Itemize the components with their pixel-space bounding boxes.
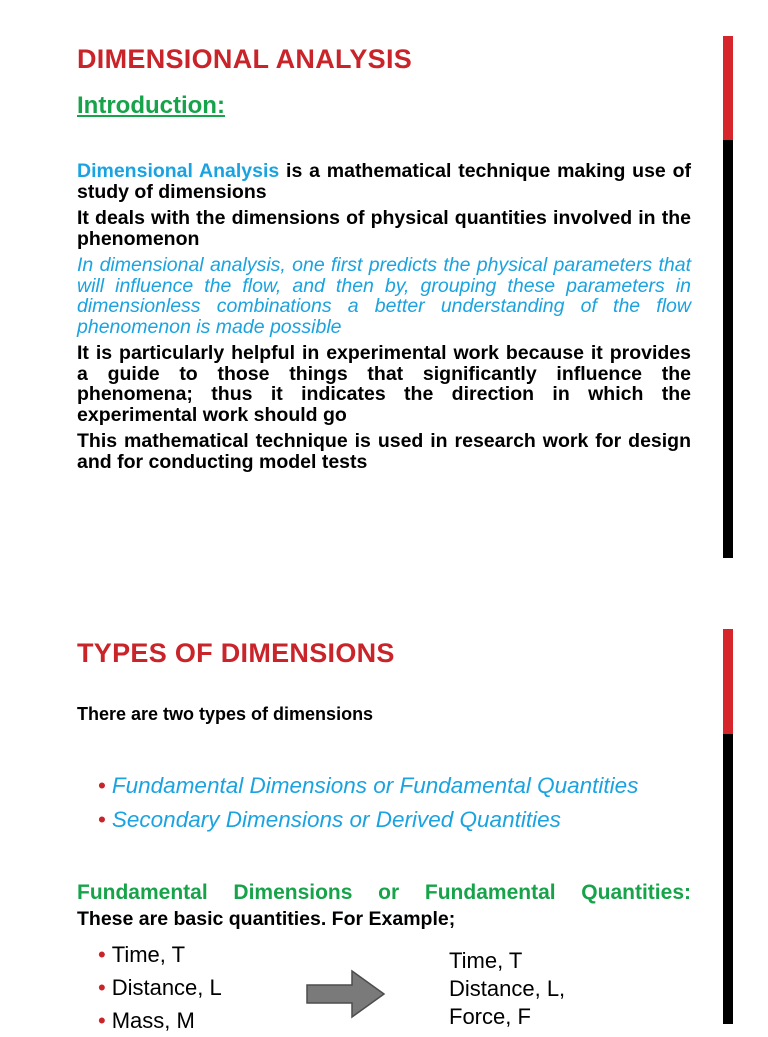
slide-accent-bar-black (723, 140, 733, 558)
list-item: Time, T (449, 948, 523, 973)
paragraph-dimensions: It deals with the dimensions of physical quantities involved in the phenomenon (77, 207, 691, 250)
paragraph-experimental: It is particularly helpful in experimental work because it provides a guide to those things that significantly influence the phenomena; thus it indicates the direction in which the experimental work should go (77, 342, 691, 426)
examples-intro: These are basic quantities. For Example; (77, 908, 456, 930)
slide-title: TYPES OF DIMENSIONS (77, 638, 395, 668)
slide-accent-bar-red (723, 629, 733, 734)
bullet-dot-icon: • (98, 807, 106, 832)
slide-accent-bar-black (723, 734, 733, 1024)
definition-text: is a mathematical technique making use of study of dimensions (77, 160, 691, 203)
intro-text-block (77, 161, 691, 478)
right-arrow-icon (306, 969, 386, 1019)
paragraph-prediction: In dimensional analysis, one first predicts the physical parameters that will influence the flow, and then by, grouping these parameters in dimensionless combinations a better understanding of the flow phenomenon is made possible (77, 254, 691, 338)
list-item: Distance, L, (449, 976, 566, 1001)
bullet-dot-icon: • (98, 1008, 106, 1033)
fundamental-heading: Fundamental Dimensions or Fundamental Quantities: (77, 881, 691, 904)
slide-types-of-dimensions (0, 596, 768, 1033)
slide-subtitle: Introduction: (77, 92, 225, 119)
paragraph-definition (77, 161, 691, 202)
examples-list-right (449, 947, 565, 1031)
list-item: • Distance, L (98, 975, 222, 1000)
list-item: • Mass, M (98, 1008, 195, 1033)
term-highlight: Dimensional Analysis (77, 160, 280, 182)
paragraph-research: This mathematical technique is used in research work for design and for conducting model tests (77, 430, 691, 473)
bullet-dot-icon: • (98, 942, 106, 967)
types-list (98, 769, 638, 837)
types-intro: There are two types of dimensions (77, 704, 374, 724)
bullet-dot-icon: • (98, 773, 106, 798)
list-item: • Fundamental Dimensions or Fundamental Quantities (98, 773, 639, 798)
list-item: Force, F (449, 1004, 531, 1029)
examples-list-left (98, 938, 222, 1037)
list-item: • Time, T (98, 942, 186, 967)
list-item: • Secondary Dimensions or Derived Quantities (98, 807, 561, 832)
slide-title: DIMENSIONAL ANALYSIS (77, 44, 413, 74)
slide-accent-bar-red (723, 36, 733, 140)
bullet-dot-icon: • (98, 975, 106, 1000)
